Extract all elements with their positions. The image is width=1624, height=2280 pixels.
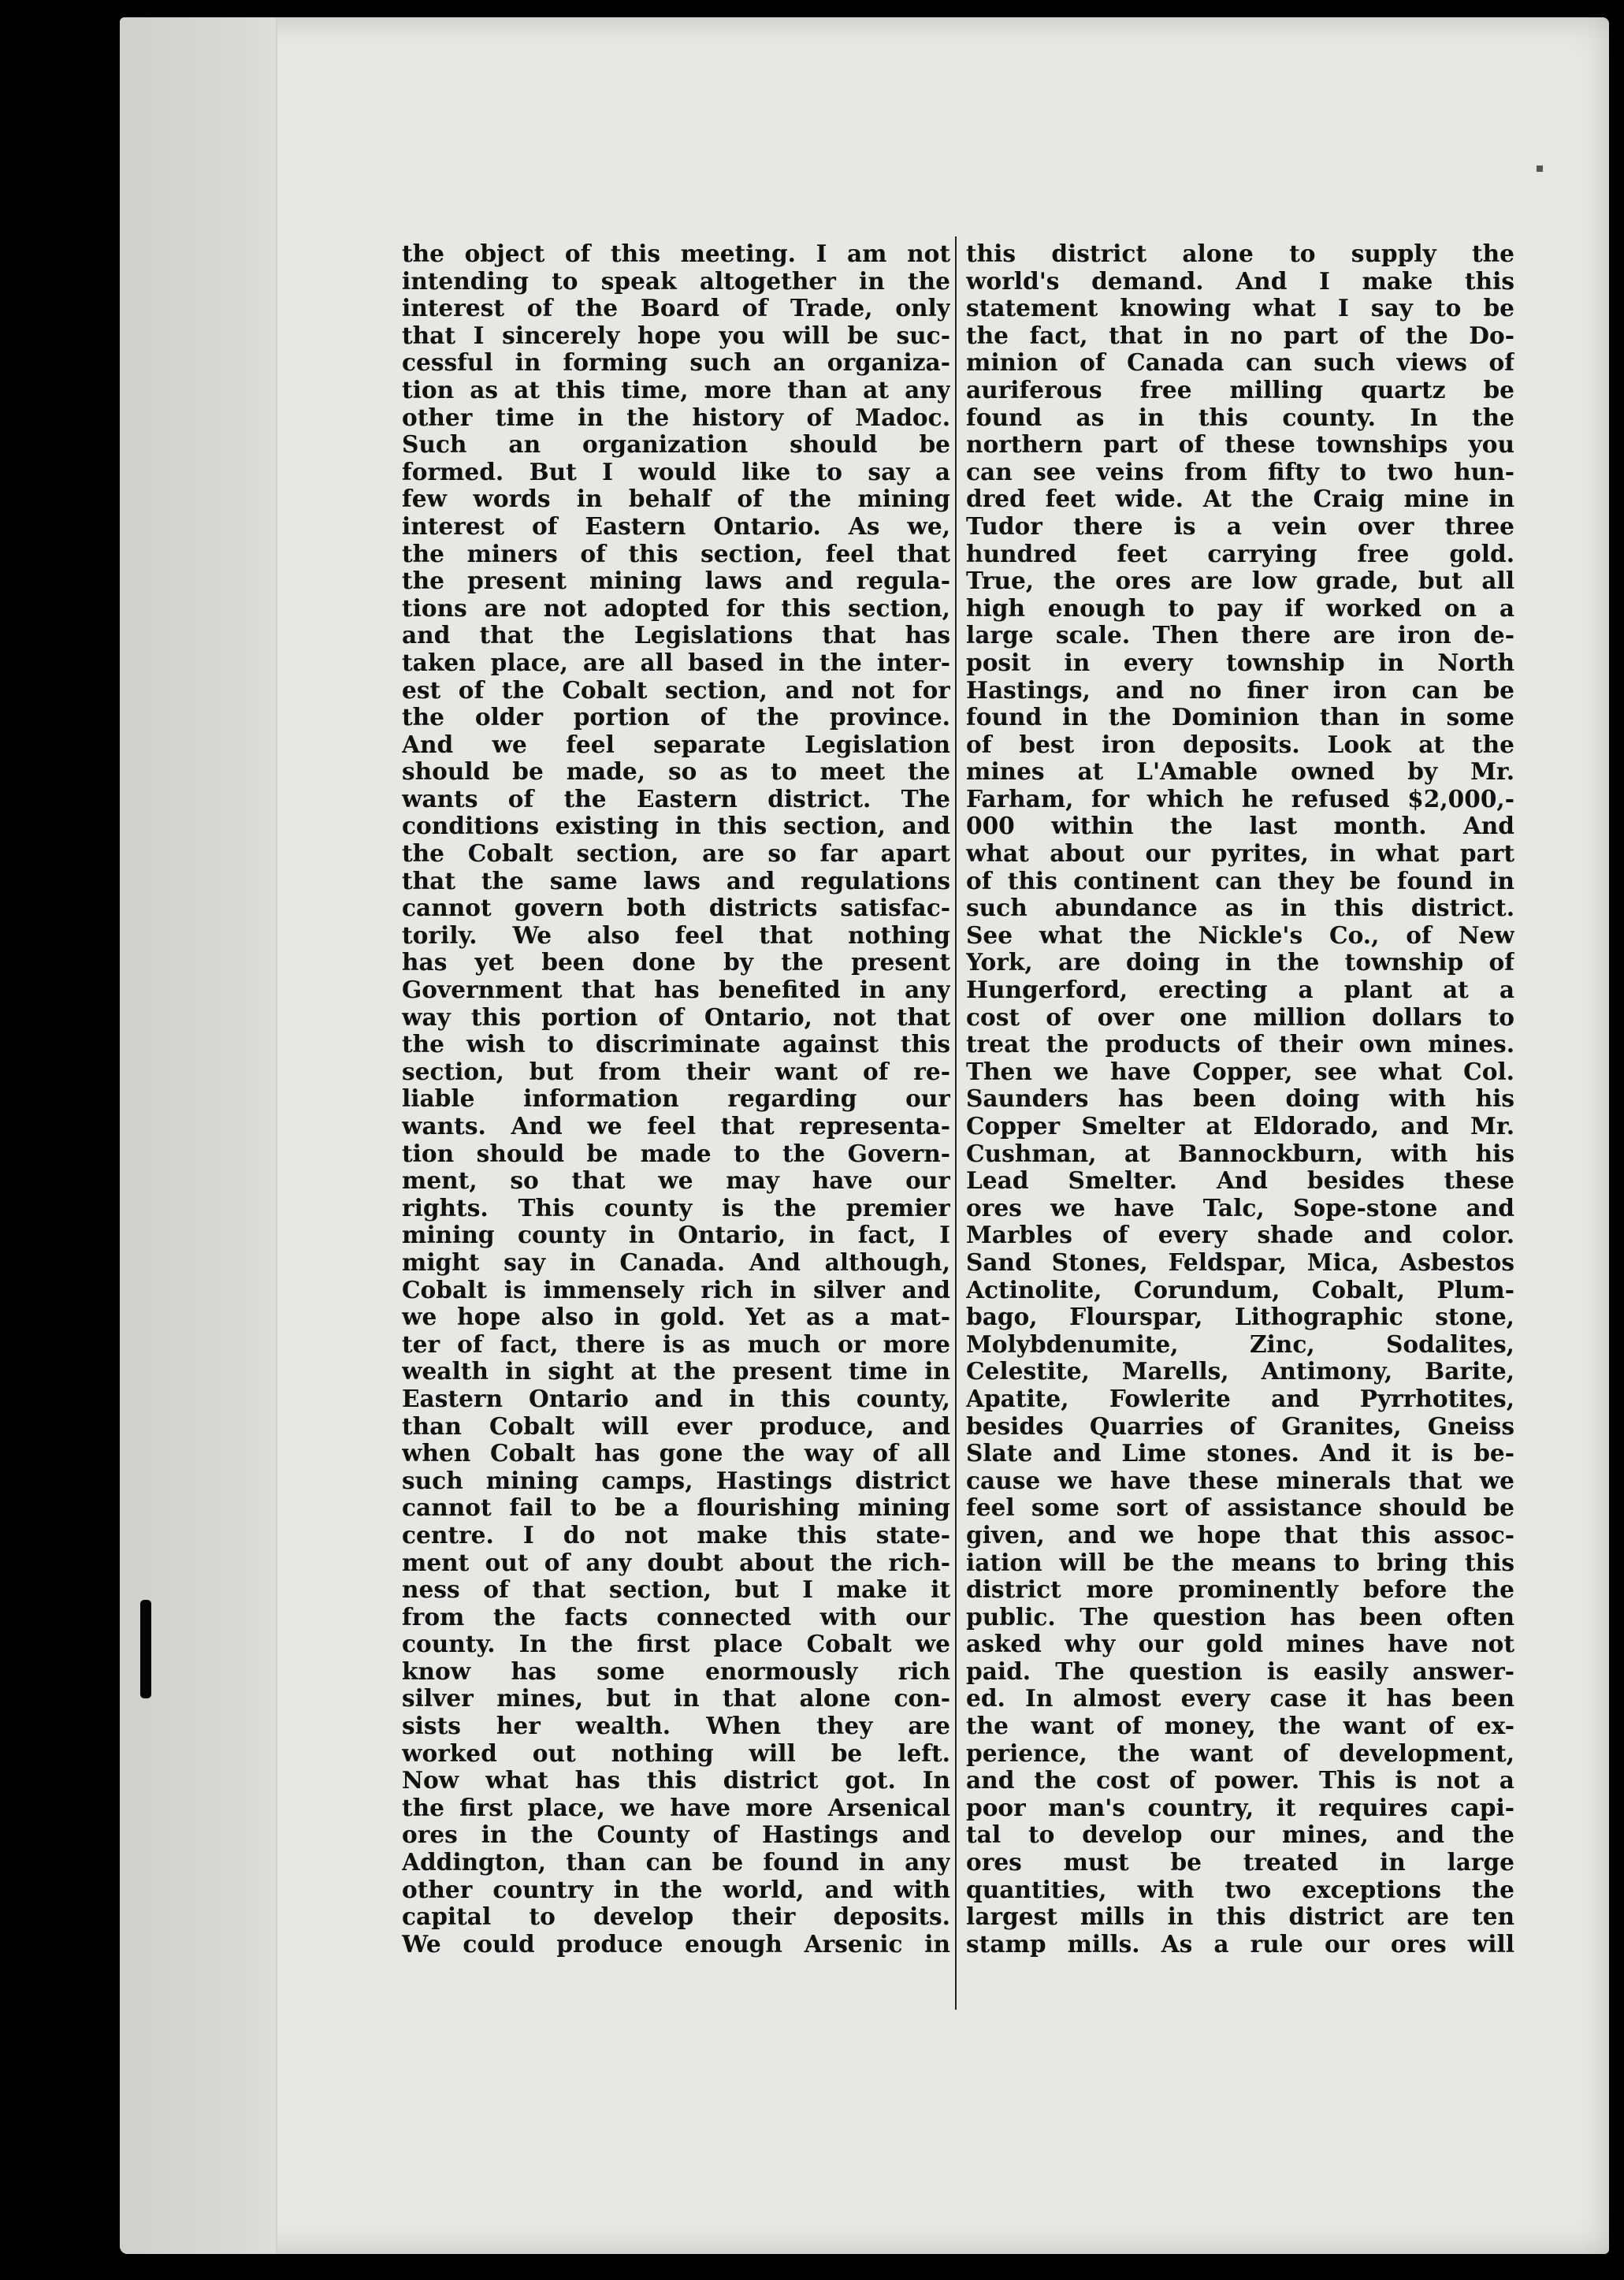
text-line: Copper Smelter at Eldorado, and Mr. [966, 1113, 1514, 1140]
text-line: this district alone to supply the [966, 240, 1514, 267]
text-line: northern part of these townships you [966, 431, 1514, 459]
text-line: ment, so that we may have our [402, 1167, 950, 1195]
column-divider [955, 236, 957, 2010]
text-line: ter of fact, there is as much or more [402, 1330, 950, 1358]
text-line: district more prominently before the [966, 1576, 1514, 1604]
text-line: torily. We also feel that nothing [402, 921, 950, 949]
text-line: can see veins from fifty to two hun- [966, 458, 1514, 485]
text-line: the want of money, the want of ex- [966, 1713, 1514, 1740]
text-line: Now what has this district got. In [402, 1767, 950, 1795]
text-line: capital to develop their deposits. [402, 1903, 950, 1931]
text-line: formed. But I would like to say a [402, 458, 950, 485]
text-line: cause we have these minerals that we [966, 1467, 1514, 1494]
text-line: know has some enormously rich [402, 1657, 950, 1685]
text-line: from the facts connected with our [402, 1603, 950, 1631]
text-line: and the cost of power. This is not a [966, 1767, 1514, 1795]
text-line: cessful in forming such an organiza- [402, 349, 950, 377]
text-line: Hastings, and no finer iron can be [966, 676, 1514, 704]
text-line: other time in the history of Madoc. [402, 404, 950, 431]
text-line: such mining camps, Hastings district [402, 1467, 950, 1494]
text-line: the present mining laws and regula- [402, 567, 950, 595]
text-line: of best iron deposits. Look at the [966, 731, 1514, 758]
text-line: Eastern Ontario and in this county, [402, 1385, 950, 1412]
text-line: the miners of this section, feel that [402, 540, 950, 567]
text-line: Marbles of every shade and color. [966, 1222, 1514, 1249]
text-line: Such an organization should be [402, 431, 950, 459]
text-line: tion as at this time, more than at any [402, 376, 950, 404]
text-line: feel some sort of assistance should be [966, 1494, 1514, 1522]
text-line: intending to speak altogether in the [402, 267, 950, 295]
text-line: Tudor there is a vein over three [966, 512, 1514, 540]
text-line: Celestite, Marells, Antimony, Barite, [966, 1358, 1514, 1385]
text-line: public. The question has been often [966, 1603, 1514, 1631]
text-line: Apatite, Fowlerite and Pyrrhotites, [966, 1385, 1514, 1412]
text-line: found as in this county. In the [966, 404, 1514, 431]
left-text-column [402, 240, 950, 1958]
text-line: Cushman, at Bannockburn, with his [966, 1140, 1514, 1167]
text-line: Hungerford, erecting a plant at a [966, 976, 1514, 1004]
text-line: taken place, are all based in the inter- [402, 649, 950, 676]
text-line: world's demand. And I make this [966, 267, 1514, 295]
text-line: mines at L'Amable owned by Mr. [966, 758, 1514, 786]
text-line: stamp mills. As a rule our ores will [966, 1930, 1514, 1958]
text-line: tion should be made to the Govern- [402, 1140, 950, 1167]
text-line: section, but from their want of re- [402, 1058, 950, 1085]
text-line: county. In the first place Cobalt we [402, 1631, 950, 1658]
text-line: other country in the world, and with [402, 1876, 950, 1903]
page-left-margin [120, 17, 277, 2254]
text-line: cost of over one million dollars to [966, 1003, 1514, 1031]
text-line: what about our pyrites, in what part [966, 840, 1514, 868]
text-line: liable information regarding our [402, 1085, 950, 1113]
text-line: worked out nothing will be left. [402, 1739, 950, 1767]
text-line: besides Quarries of Granites, Gneiss [966, 1412, 1514, 1440]
text-line: the Cobalt section, are so far apart [402, 840, 950, 868]
text-line: that I sincerely hope you will be suc- [402, 322, 950, 349]
scan-speck [1537, 166, 1543, 172]
text-line: posit in every township in North [966, 649, 1514, 676]
text-line: and that the Legislations that has [402, 622, 950, 649]
text-line: perience, the want of development, [966, 1739, 1514, 1767]
text-line: Lead Smelter. And besides these [966, 1167, 1514, 1195]
text-line: hundred feet carrying free gold. [966, 540, 1514, 567]
text-line: tions are not adopted for this section, [402, 594, 950, 622]
text-line: asked why our gold mines have not [966, 1631, 1514, 1658]
text-line: Sand Stones, Feldspar, Mica, Asbestos [966, 1248, 1514, 1276]
text-line: ment out of any doubt about the rich- [402, 1549, 950, 1576]
right-text-column [966, 240, 1514, 1958]
text-line: wealth in sight at the present time in [402, 1358, 950, 1385]
text-line: auriferous free milling quartz be [966, 376, 1514, 404]
text-line: interest of Eastern Ontario. As we, [402, 512, 950, 540]
text-line: Then we have Copper, see what Col. [966, 1058, 1514, 1085]
text-line: Government that has benefited in any [402, 976, 950, 1004]
text-line: Slate and Lime stones. And it is be- [966, 1440, 1514, 1467]
text-line: Saunders has been doing with his [966, 1085, 1514, 1113]
text-line: the fact, that in no part of the Do- [966, 322, 1514, 349]
text-line: centre. I do not make this state- [402, 1521, 950, 1549]
text-line: that the same laws and regulations [402, 867, 950, 895]
text-line: few words in behalf of the mining [402, 485, 950, 513]
text-line: See what the Nickle's Co., of New [966, 921, 1514, 949]
text-line: we hope also in gold. Yet as a mat- [402, 1304, 950, 1331]
text-line: iation will be the means to bring this [966, 1549, 1514, 1576]
text-line: bago, Flourspar, Lithographic stone, [966, 1304, 1514, 1331]
text-line: largest mills in this district are ten [966, 1903, 1514, 1931]
text-line: the first place, we have more Arsenical [402, 1794, 950, 1821]
text-line: est of the Cobalt section, and not for [402, 676, 950, 704]
text-line: such abundance as in this district. [966, 895, 1514, 922]
text-line: cannot fail to be a flourishing mining [402, 1494, 950, 1522]
text-line: the older portion of the province. [402, 704, 950, 731]
text-line: mining county in Ontario, in fact, I [402, 1222, 950, 1249]
text-line: ores we have Talc, Sope-stone and [966, 1194, 1514, 1222]
text-line: large scale. Then there are iron de- [966, 622, 1514, 649]
text-line: True, the ores are low grade, but all [966, 567, 1514, 595]
text-line: ness of that section, but I make it [402, 1576, 950, 1604]
text-line: Cobalt is immensely rich in silver and [402, 1276, 950, 1304]
text-line: statement knowing what I say to be [966, 295, 1514, 322]
binding-mark [140, 1600, 151, 1698]
text-line: poor man's country, it requires capi- [966, 1794, 1514, 1821]
text-line: silver mines, but in that alone con- [402, 1685, 950, 1713]
text-line: should be made, so as to meet the [402, 758, 950, 786]
text-line: Addington, than can be found in any [402, 1849, 950, 1876]
text-line: interest of the Board of Trade, only [402, 295, 950, 322]
text-line: way this portion of Ontario, not that [402, 1003, 950, 1031]
text-line: Molybdenumite, Zinc, Sodalites, [966, 1330, 1514, 1358]
text-line: conditions existing in this section, and [402, 813, 950, 840]
text-line: than Cobalt will ever produce, and [402, 1412, 950, 1440]
text-line: York, are doing in the township of [966, 949, 1514, 976]
text-line: paid. The question is easily answer- [966, 1657, 1514, 1685]
text-line: And we feel separate Legislation [402, 731, 950, 758]
text-line: quantities, with two exceptions the [966, 1876, 1514, 1903]
text-line: Farham, for which he refused $2,000,- [966, 785, 1514, 813]
text-line: tal to develop our mines, and the [966, 1821, 1514, 1849]
page-fold [276, 17, 277, 2254]
text-line: ed. In almost every case it has been [966, 1685, 1514, 1713]
text-line: Actinolite, Corundum, Cobalt, Plum- [966, 1276, 1514, 1304]
text-line: the object of this meeting. I am not [402, 240, 950, 267]
text-line: wants. And we feel that representa- [402, 1113, 950, 1140]
text-line: the wish to discriminate against this [402, 1031, 950, 1058]
text-line: dred feet wide. At the Craig mine in [966, 485, 1514, 513]
text-line: 000 within the last month. And [966, 813, 1514, 840]
text-line: when Cobalt has gone the way of all [402, 1440, 950, 1467]
text-line: ores must be treated in large [966, 1849, 1514, 1876]
text-line: treat the products of their own mines. [966, 1031, 1514, 1058]
text-line: sists her wealth. When they are [402, 1713, 950, 1740]
text-line: minion of Canada can such views of [966, 349, 1514, 377]
text-line: given, and we hope that this assoc- [966, 1521, 1514, 1549]
text-line: of this continent can they be found in [966, 867, 1514, 895]
text-line: might say in Canada. And although, [402, 1248, 950, 1276]
text-line: cannot govern both districts satisfac- [402, 895, 950, 922]
text-line: We could produce enough Arsenic in [402, 1930, 950, 1958]
text-line: has yet been done by the present [402, 949, 950, 976]
text-line: rights. This county is the premier [402, 1194, 950, 1222]
text-line: ores in the County of Hastings and [402, 1821, 950, 1849]
text-line: wants of the Eastern district. The [402, 785, 950, 813]
text-line: found in the Dominion than in some [966, 704, 1514, 731]
text-line: high enough to pay if worked on a [966, 594, 1514, 622]
